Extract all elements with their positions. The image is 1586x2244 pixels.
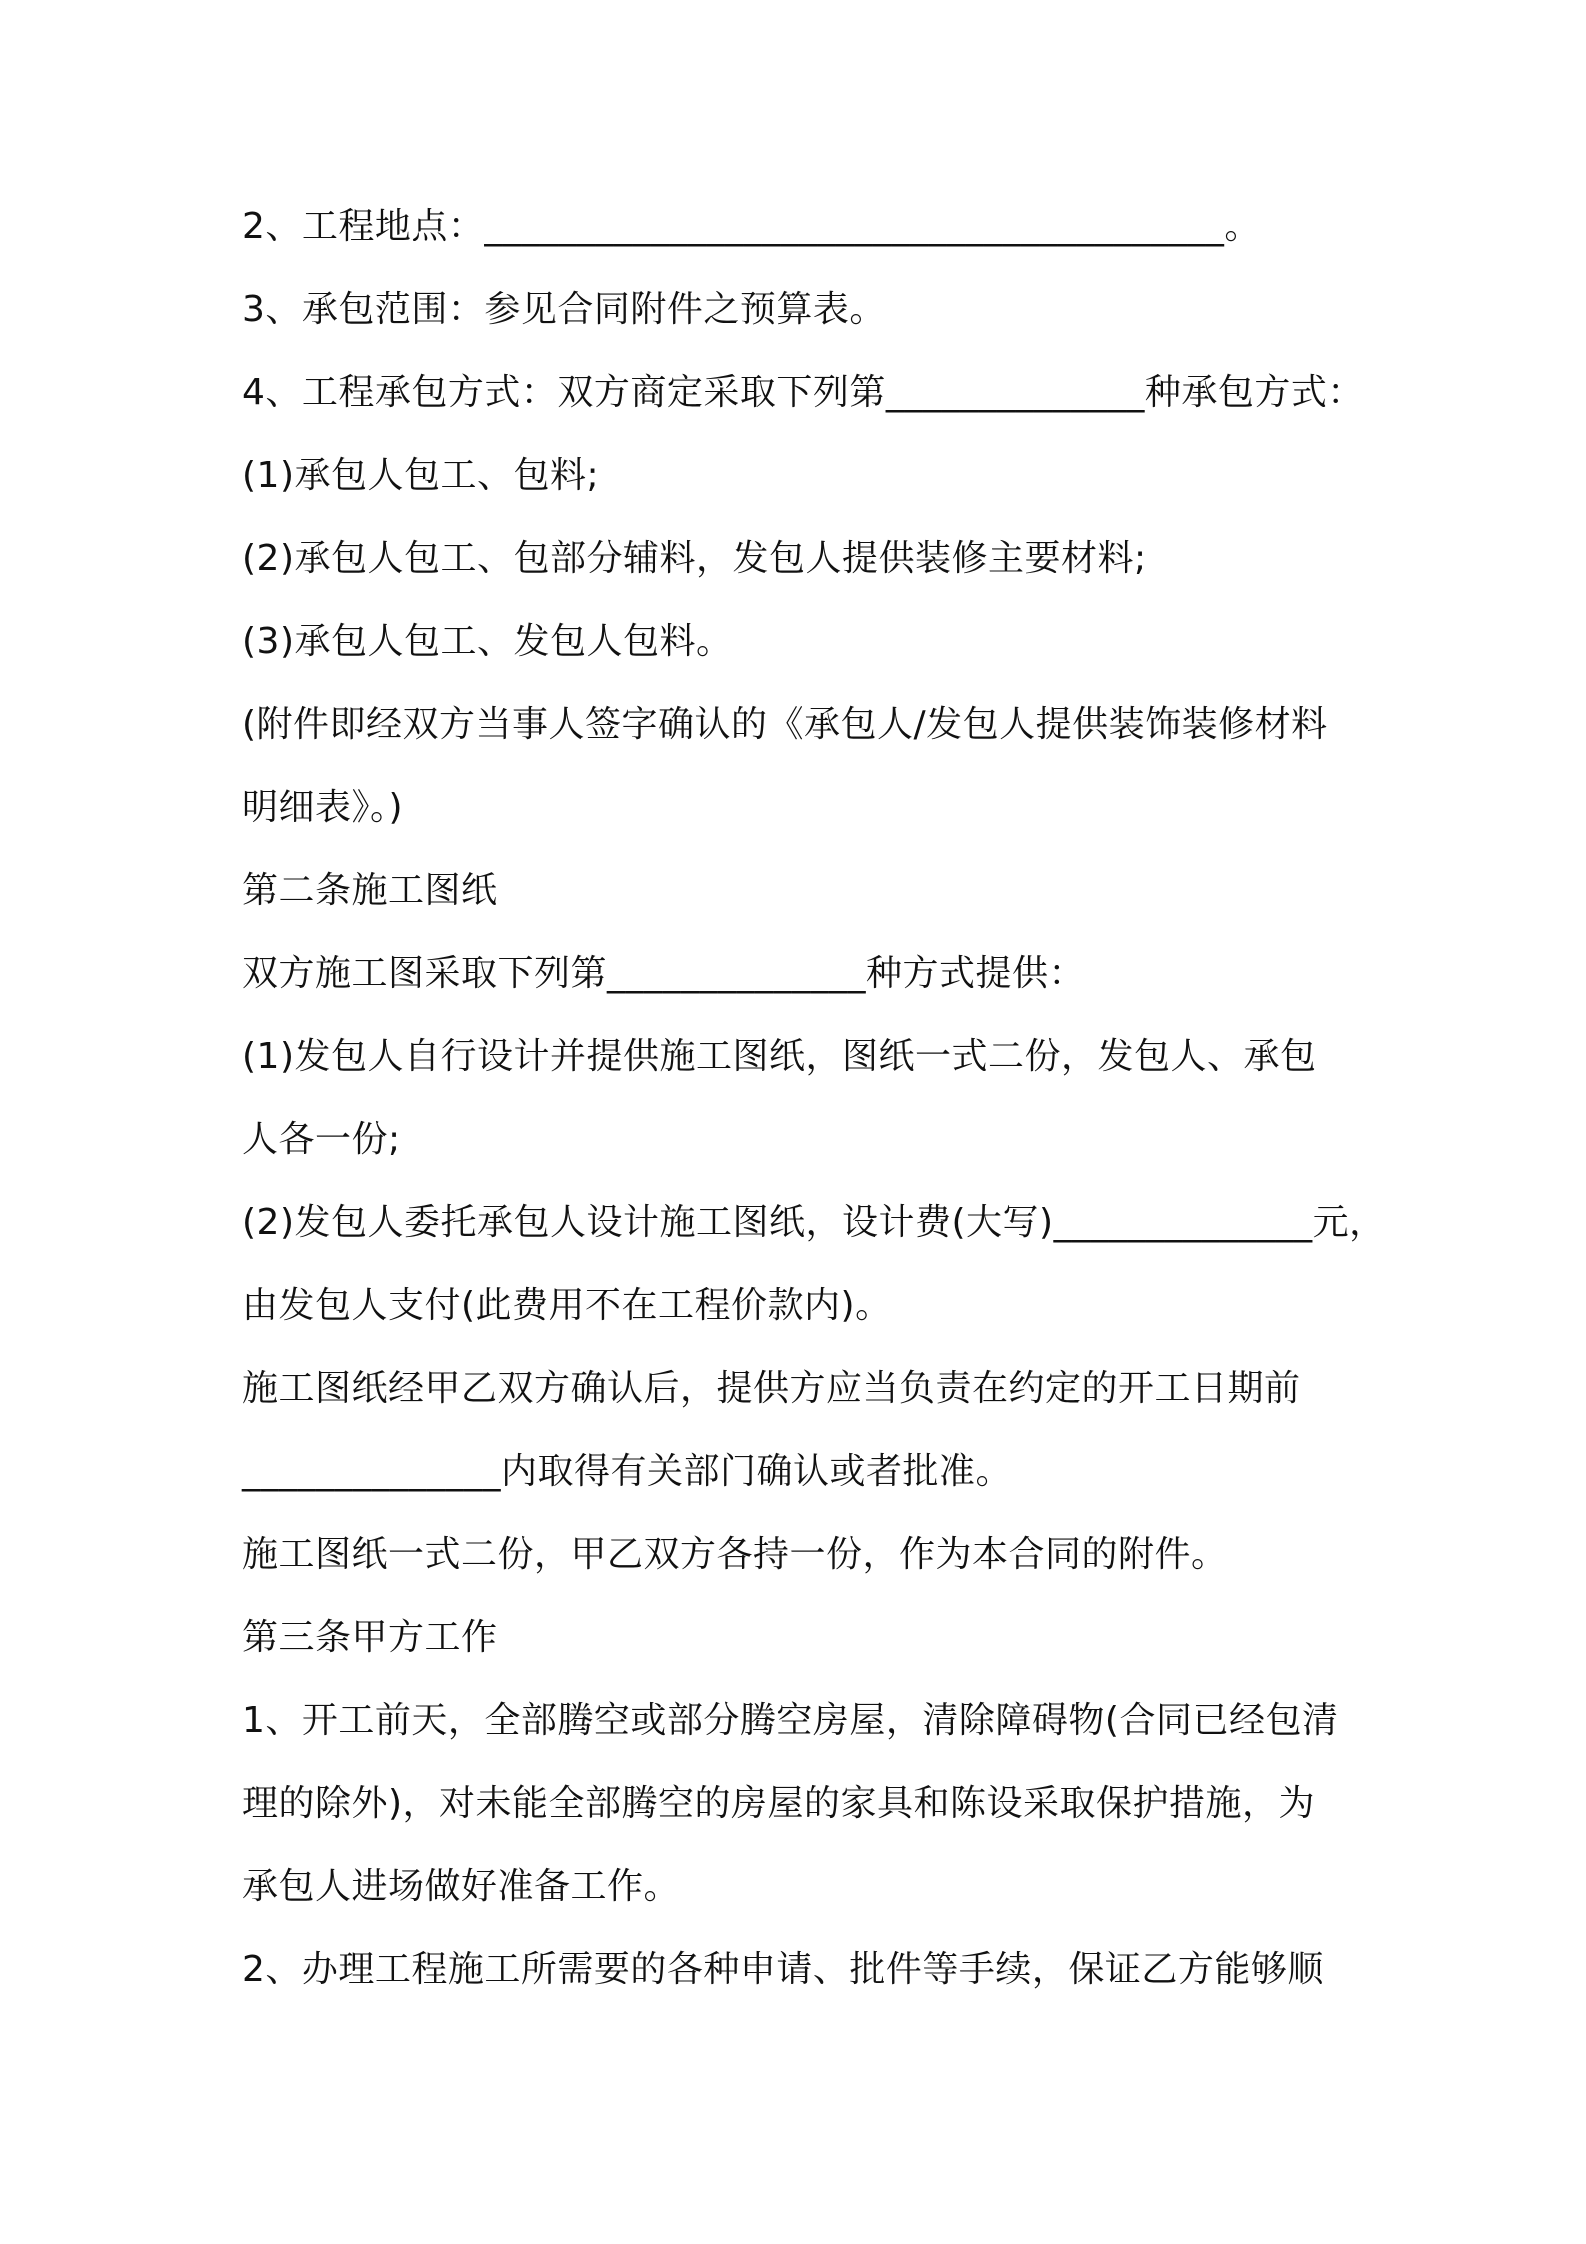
drawings-option-2-line-2: 由发包人支付(此费用不在工程价款内)。	[242, 1285, 892, 1326]
drawings-option-2-line-1: (2)发包人委托承包人设计施工图纸，设计费(大写)______________元，	[242, 1202, 1386, 1243]
method-option-1: (1)承包人包工、包料;	[242, 455, 600, 496]
attachment-note-line-2: 明细表》。)	[242, 787, 404, 828]
duty-2-line-1: 2、办理工程施工所需要的各种申请、批件等手续，保证乙方能够顺	[242, 1949, 1324, 1990]
section-heading-party-a-duties: 第三条甲方工作	[242, 1617, 498, 1658]
drawings-option-1-line-1: (1)发包人自行设计并提供施工图纸，图纸一式二份，发包人、承包	[242, 1036, 1317, 1077]
clause-project-location: 2、工程地点：________________________________________。	[242, 206, 1261, 247]
method-option-3: (3)承包人包工、发包人包料。	[242, 621, 733, 662]
section-heading-drawings: 第二条施工图纸	[242, 870, 498, 911]
drawings-provision-method: 双方施工图采取下列第______________种方式提供：	[242, 953, 1086, 994]
method-option-2: (2)承包人包工、包部分辅料，发包人提供装修主要材料;	[242, 538, 1147, 579]
duty-1-line-1: 1、开工前天，全部腾空或部分腾空房屋，清除障碍物(合同已经包清	[242, 1700, 1339, 1741]
duty-1-line-2: 理的除外)，对未能全部腾空的房屋的家具和陈设采取保护措施，为	[242, 1783, 1316, 1824]
drawings-approval-line-2: ______________内取得有关部门确认或者批准。	[242, 1451, 1013, 1492]
attachment-note-line-1: (附件即经双方当事人签字确认的《承包人/发包人提供装饰装修材料	[242, 704, 1328, 745]
clause-contract-scope: 3、承包范围：参见合同附件之预算表。	[242, 289, 886, 330]
drawings-approval-line-1: 施工图纸经甲乙双方确认后，提供方应当负责在约定的开工日期前	[242, 1368, 1301, 1409]
drawings-copies: 施工图纸一式二份，甲乙双方各持一份，作为本合同的附件。	[242, 1534, 1228, 1575]
drawings-option-1-line-2: 人各一份;	[242, 1119, 401, 1160]
duty-1-line-3: 承包人进场做好准备工作。	[242, 1866, 681, 1907]
clause-contract-method: 4、工程承包方式：双方商定采取下列第______________种承包方式：	[242, 372, 1364, 413]
